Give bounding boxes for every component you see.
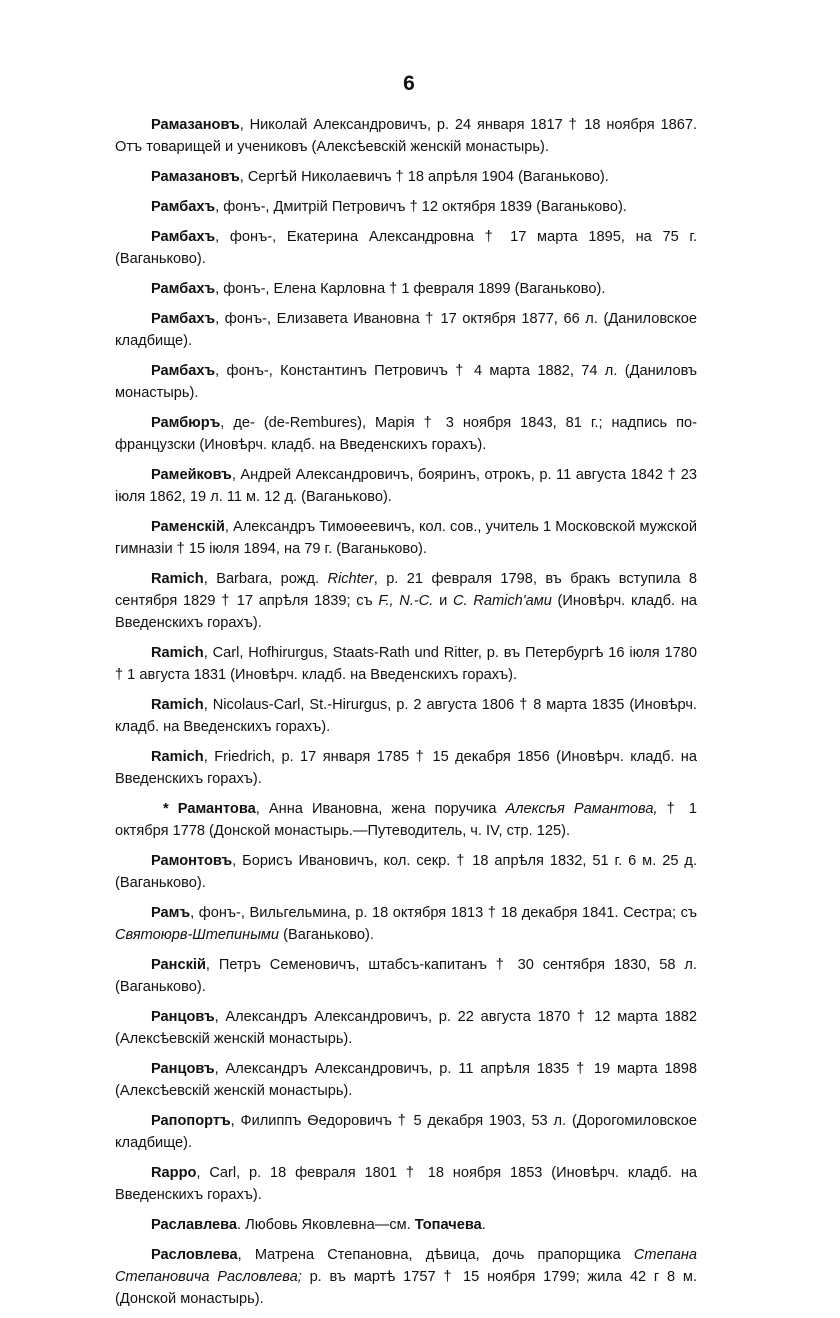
entry-head: Рамонтовъ xyxy=(151,853,233,869)
entry-8 xyxy=(115,412,697,456)
entry-text: , Николай Александровичъ, р. 24 января 1817 † 18 ноября 1867. Отъ товарищей и учениковъ (Алексѣевскій женскій монастырь). xyxy=(115,117,697,155)
document-page xyxy=(115,72,697,1318)
entry-cross-reference: Топачева xyxy=(414,1217,482,1233)
entry-italic: Алексѣя Рамантова, xyxy=(505,801,658,817)
entry-head: Ramich xyxy=(151,571,204,587)
entry-23 xyxy=(115,1214,697,1236)
entry-16 xyxy=(115,850,697,894)
entry-17 xyxy=(115,902,697,946)
entry-18 xyxy=(115,954,697,998)
entry-text: , Филиппъ Ѳедоровичъ † 5 декабря 1903, 53 л. (Дорогомиловское кладбище). xyxy=(115,1113,697,1151)
entry-head: Рамбахъ xyxy=(151,199,216,215)
entry-text: и xyxy=(433,593,453,609)
entry-head: Rappo xyxy=(151,1165,197,1181)
entry-text: , фонъ-, Дмитрій Петровичъ † 12 октября 1839 (Ваганьково). xyxy=(215,199,627,215)
entry-text: р. въ мартѣ 1757 † 15 ноября 1799; жила 42 г 8 м. (Донской монастырь). xyxy=(115,1269,697,1307)
entry-text: , фонъ-, Елена Карловна † 1 февраля 1899 (Ваганьково). xyxy=(215,281,606,297)
entry-text: , Carl, р. 18 февраля 1801 † 18 ноября 1853 (Иновѣрч. кладб. на Введенскихъ горахъ). xyxy=(115,1165,697,1203)
entry-text: , Александръ Александровичъ, р. 11 апрѣля 1835 † 19 марта 1898 (Алексѣевскій женскій монастырь). xyxy=(115,1061,697,1099)
entry-4 xyxy=(115,226,697,270)
entry-text: , Александръ Александровичъ, р. 22 августа 1870 † 12 марта 1882 (Алексѣевскій женскій монастырь). xyxy=(115,1009,697,1047)
entry-head: Раславлева xyxy=(151,1217,238,1233)
entry-10 xyxy=(115,516,697,560)
entry-head: Ранцовъ xyxy=(151,1061,215,1077)
entry-7 xyxy=(115,360,697,404)
entry-text: , де- (de-Rembures), Марія † 3 ноября 1843, 81 г.; надпись по-французски (Иновѣрч. кладб. на Введенскихъ горахъ). xyxy=(115,415,697,453)
entry-21 xyxy=(115,1110,697,1154)
entry-24 xyxy=(115,1244,697,1310)
entry-11 xyxy=(115,568,697,634)
entry-head: Ramich xyxy=(151,697,204,713)
entry-19 xyxy=(115,1006,697,1050)
entry-head: Ramich xyxy=(151,645,204,661)
entry-head: Рамбахъ xyxy=(151,311,216,327)
entry-head: Рамейковъ xyxy=(151,467,232,483)
entry-text: , фонъ-, Вильгельмина, р. 18 октября 1813 † 18 декабря 1841. Сестра; съ xyxy=(190,905,697,921)
entry-3 xyxy=(115,196,697,218)
entry-italic: Святоюрв-Штепиными xyxy=(115,927,280,943)
entry-text: . Любовь Яковлевна—см. xyxy=(237,1217,415,1233)
entry-text: , Carl, Hofhirurgus, Staats-Rath und Ritter, р. въ Петербургѣ 16 іюля 1780 † 1 августа 1831 (Иновѣрч. кладб. на Введенскихъ горахъ). xyxy=(115,645,697,683)
entry-15 xyxy=(115,798,697,842)
entry-9 xyxy=(115,464,697,508)
entry-head: Ранскій xyxy=(151,957,206,973)
entry-text: † 1 октября 1778 (Донской монастырь.—Путеводитель, ч. IV, стр. 125). xyxy=(115,801,697,839)
entry-head: Ранцовъ xyxy=(151,1009,215,1025)
entry-text: , Матрена Степановна, дѣвица, дочь прапорщика xyxy=(237,1247,634,1263)
entry-text: , Barbara, рожд. xyxy=(203,571,328,587)
entry-head: Рамбахъ xyxy=(151,281,216,297)
entry-italic: Richter xyxy=(327,571,374,587)
entry-head: Рамбахъ xyxy=(151,363,216,379)
entry-head: Рамазановъ xyxy=(151,169,240,185)
entry-20 xyxy=(115,1058,697,1102)
entry-head: Рамбюръ xyxy=(151,415,221,431)
entry-12 xyxy=(115,642,697,686)
entry-italic: F., N.-C. xyxy=(378,593,434,609)
entry-head: Расловлева xyxy=(151,1247,238,1263)
entry-italic: Степана Степановича Расловлева; xyxy=(115,1247,697,1285)
entry-head: Рамбахъ xyxy=(151,229,216,245)
entry-head: * Рамантова xyxy=(163,801,256,817)
entry-head: Раменскій xyxy=(151,519,225,535)
entry-text: , Friedrich, р. 17 января 1785 † 15 декабря 1856 (Иновѣрч. кладб. на Введенскихъ горахъ). xyxy=(115,749,697,787)
entry-1 xyxy=(115,114,697,158)
entry-italic: C. Ramich'ами xyxy=(452,593,552,609)
entries-list xyxy=(115,114,697,1310)
entry-text: , Борисъ Ивановичъ, кол. секр. † 18 апрѣля 1832, 51 г. 6 м. 25 д. (Ваганьково). xyxy=(115,853,697,891)
entry-text: , Анна Ивановна, жена поручика xyxy=(255,801,506,817)
entry-head: Ramich xyxy=(151,749,204,765)
entry-head: Рамазановъ xyxy=(151,117,240,133)
entry-text: . xyxy=(481,1217,486,1233)
entry-22 xyxy=(115,1162,697,1206)
page-number: 6 xyxy=(403,72,415,95)
entry-head: Рапопортъ xyxy=(151,1113,231,1129)
entry-text: , фонъ-, Елизавета Ивановна † 17 октября 1877, 66 л. (Даниловское кладбище). xyxy=(115,311,697,349)
entry-6 xyxy=(115,308,697,352)
entry-14 xyxy=(115,746,697,790)
entry-text: (Ваганьково). xyxy=(279,927,374,943)
entry-5 xyxy=(115,278,697,300)
entry-text: , фонъ-, Екатерина Александровна † 17 марта 1895, на 75 г. (Ваганьково). xyxy=(115,229,697,267)
entry-text: , р. 21 февраля 1798, въ бракъ вступила 8 сентября 1829 † 17 апрѣля 1839; съ xyxy=(115,571,698,609)
entry-13 xyxy=(115,694,697,738)
entry-text: (Иновѣрч. кладб. на Введенскихъ горахъ). xyxy=(115,593,697,631)
entry-text: , фонъ-, Константинъ Петровичъ † 4 марта 1882, 74 л. (Даниловъ монастырь). xyxy=(115,363,697,401)
entry-text: , Андрей Александровичъ, бояринъ, отрокъ, р. 11 августа 1842 † 23 іюля 1862, 19 л. 11 м. 12 д. (Ваганьково). xyxy=(115,467,697,505)
entry-text: , Петръ Семеновичъ, штабсъ-капитанъ † 30 сентября 1830, 58 л. (Ваганьково). xyxy=(115,957,697,995)
entry-2 xyxy=(115,166,697,188)
entry-head: Рамъ xyxy=(151,905,191,921)
entry-text: , Александръ Тимоѳеевичъ, кол. сов., учитель 1 Московской мужской гимназіи † 15 іюля 1894, на 79 г. (Ваганьково). xyxy=(115,519,697,557)
entry-text: , Сергѣй Николаевичъ † 18 апрѣля 1904 (Ваганьково). xyxy=(239,169,609,185)
entry-text: , Nicolaus-Carl, St.-Hirurgus, р. 2 августа 1806 † 8 марта 1835 (Иновѣрч. кладб. на Введенскихъ горахъ). xyxy=(115,697,697,735)
